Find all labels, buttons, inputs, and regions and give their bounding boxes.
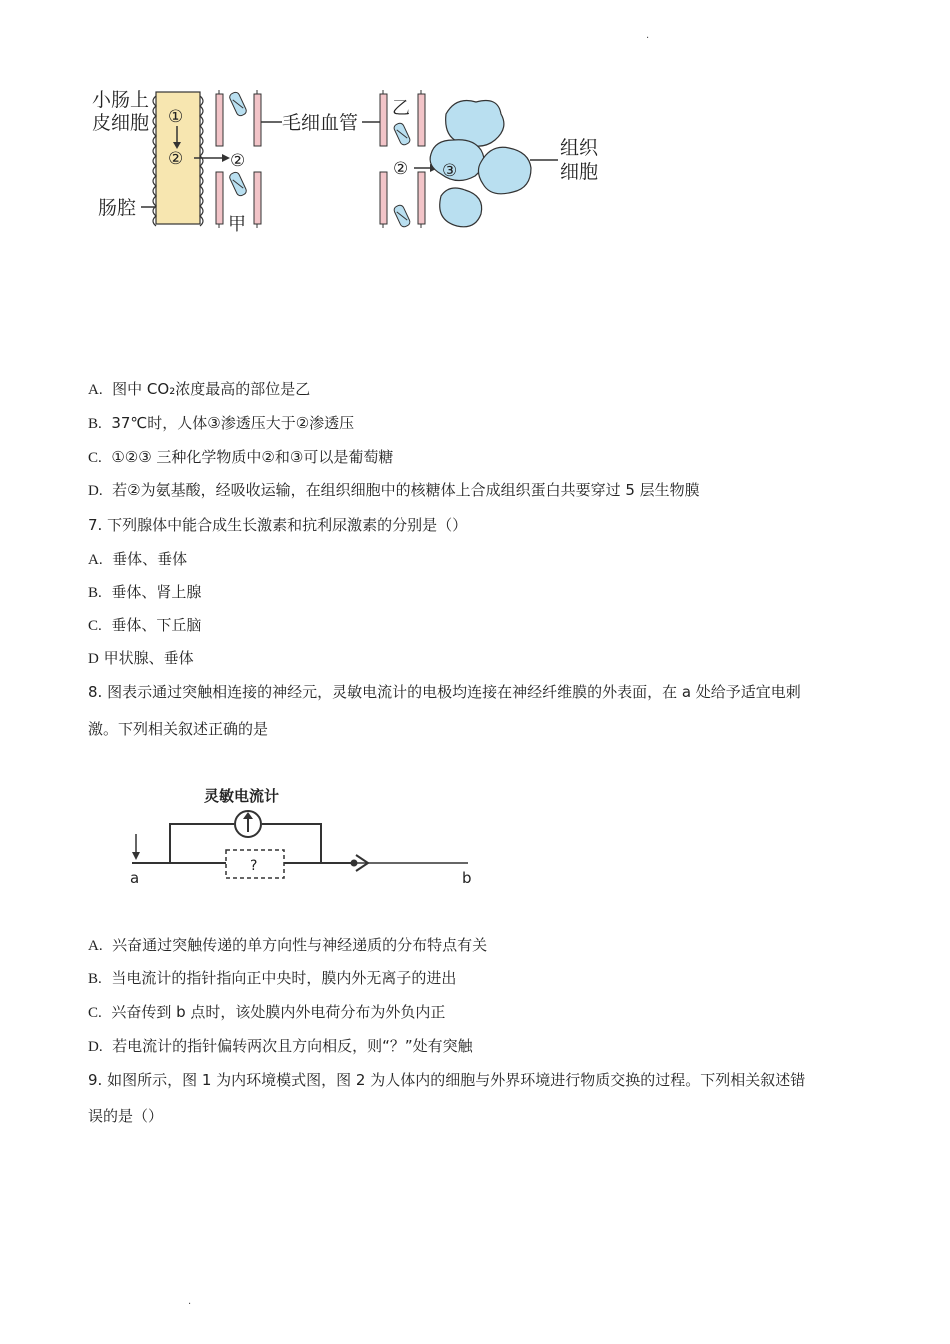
q7-option-b [88, 582, 201, 603]
q8-option-d [88, 1036, 473, 1057]
option-text: 垂体、肾上腺 [111, 583, 202, 601]
option-letter: A. [88, 552, 103, 568]
capillary-wall [254, 94, 261, 146]
label-tissue-l1: 组织 [560, 137, 599, 159]
label-capillary: 毛细血管 [282, 112, 359, 134]
option-text: 甲状腺、垂体 [103, 649, 194, 667]
figure-galvanometer [124, 784, 484, 888]
label-intestine-cell-l2: 皮细胞 [92, 112, 150, 134]
option-text: 若电流计的指针偏转两次且方向相反，则“？”处有突触 [112, 1037, 473, 1055]
q7-option-c [88, 615, 201, 636]
stimulus-arrow-head [132, 852, 140, 860]
option-text: ①②③ 三种化学物质中②和③可以是葡萄糖 [111, 448, 394, 466]
option-text: 垂体、垂体 [112, 550, 188, 568]
capillary-wall [254, 172, 261, 224]
option-text: 兴奋通过突触传递的单方向性与神经递质的分布特点有关 [112, 936, 488, 954]
q8-option-c [88, 1002, 445, 1023]
option-text: 垂体、下丘脑 [111, 616, 202, 634]
circle3-in-tissue: ③ [442, 161, 458, 181]
blood-cell [228, 91, 247, 117]
option-text: 若②为氨基酸，经吸收运输，在组织细胞中的核糖体上合成组织蛋白共要穿过 5 层生物膜 [112, 481, 700, 499]
capillary-wall [380, 94, 387, 146]
synapse-dot [351, 860, 358, 867]
q6-option-c [88, 447, 393, 468]
arrow-right-1-head [222, 154, 230, 162]
option-letter: A. [88, 382, 103, 398]
capillary-wall [418, 94, 425, 146]
q9-stem-line2: 误的是（） [88, 1107, 164, 1125]
q7-option-d [88, 648, 194, 669]
q6-option-d [88, 480, 700, 501]
label-jia: 甲 [228, 214, 246, 234]
option-letter: C. [88, 450, 102, 466]
option-letter: D. [88, 1039, 103, 1055]
tissue-cell [478, 147, 531, 194]
q9-stem-line1: 9. 如图所示，图 1 为内环境模式图，图 2 为人体内的细胞与外界环境进行物质交换的过程。下列相关叙述错 [88, 1071, 806, 1089]
option-letter: B. [88, 971, 102, 987]
circle2-in-capillary: ② [230, 151, 246, 171]
blood-cell [393, 204, 411, 228]
option-letter: C. [88, 1005, 102, 1021]
unknown-box-label: ? [250, 858, 258, 874]
q7-stem: 7. 下列腺体中能合成生长激素和抗利尿激素的分别是（） [88, 516, 468, 534]
meter-circuit [170, 824, 234, 863]
label-tissue-l2: 细胞 [560, 161, 599, 183]
label-lumen: 肠腔 [98, 197, 137, 219]
page-mark-top: . [646, 30, 650, 41]
q8-option-a [88, 935, 487, 956]
q8-stem-line1: 8. 图表示通过突触相连接的神经元，灵敏电流计的电极均连接在神经纤维膜的外表面，在 a 处给予适宜电刺 [88, 683, 801, 701]
capillary-wall [216, 94, 223, 146]
page-mark-bottom: . [188, 1296, 192, 1307]
point-b-label: b [462, 869, 472, 887]
q6-option-a [88, 379, 310, 400]
option-letter: B. [88, 416, 102, 432]
capillary-wall [216, 172, 223, 224]
blood-cell [393, 122, 411, 146]
meter-label: 灵敏电流计 [204, 787, 280, 805]
option-letter: B. [88, 585, 102, 601]
figure-intestine-capillary [86, 84, 616, 234]
circle1-in-cell: ① [168, 107, 184, 127]
capillary-wall [380, 172, 387, 224]
capillary-wall [418, 172, 425, 224]
label-yi: 乙 [392, 98, 410, 119]
label-intestine-cell-l1: 小肠上 [92, 89, 150, 111]
q8-option-b [88, 968, 456, 989]
blood-cell [228, 171, 247, 197]
circle2-in-cell: ② [168, 149, 184, 169]
option-text: 兴奋传到 b 点时，该处膜内外电荷分布为外负内正 [111, 1003, 446, 1021]
q8-stem-line2: 激。下列相关叙述正确的是 [88, 720, 269, 738]
option-letter: D. [88, 483, 103, 499]
option-text: 当电流计的指针指向正中央时，膜内外无离子的进出 [111, 969, 457, 987]
circle2-in-capillary-b: ② [393, 159, 409, 179]
q6-option-b [88, 413, 354, 434]
option-letter: D [88, 651, 99, 667]
option-text: 37℃时，人体③渗透压大于②渗透压 [111, 414, 355, 432]
tissue-cell [440, 188, 482, 227]
option-letter: A. [88, 938, 103, 954]
option-letter: C. [88, 618, 102, 634]
point-a-label: a [130, 869, 140, 887]
option-text: 图中 CO₂浓度最高的部位是乙 [112, 380, 311, 398]
q7-option-a [88, 549, 187, 570]
